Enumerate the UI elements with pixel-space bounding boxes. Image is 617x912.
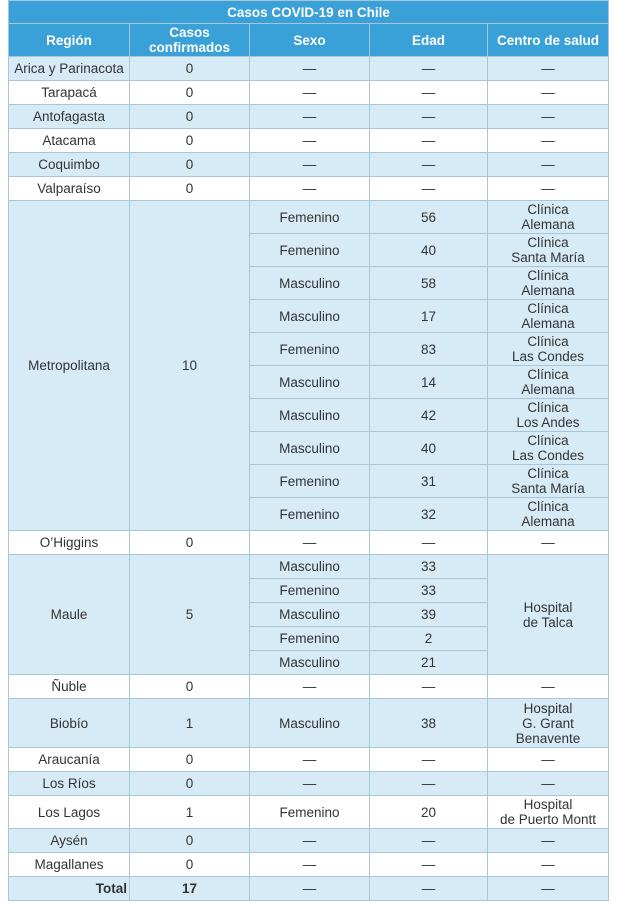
sex-cell: Femenino	[250, 465, 370, 498]
center-line: Benavente	[515, 730, 581, 746]
age-cell: 83	[370, 333, 488, 366]
center-cell: —	[488, 853, 609, 877]
age-cell: 38	[370, 699, 488, 748]
header-cases-line1: Casos	[169, 25, 210, 40]
age-cell: —	[370, 877, 488, 901]
age-cell: —	[370, 748, 488, 772]
region-cell: Metropolitana	[9, 201, 130, 531]
sex-cell: —	[250, 772, 370, 796]
center-line: Los Andes	[516, 415, 580, 430]
cases-cell: 0	[130, 105, 250, 129]
table-row	[9, 201, 609, 234]
region-cell: Valparaíso	[9, 177, 130, 201]
center-cell	[488, 399, 609, 432]
sex-cell: —	[250, 81, 370, 105]
sex-cell: Femenino	[250, 627, 370, 651]
center-cell: —	[488, 675, 609, 699]
sex-cell: —	[250, 531, 370, 555]
table-row	[9, 772, 609, 796]
table-row	[9, 129, 609, 153]
sex-cell: Femenino	[250, 234, 370, 267]
cases-cell: 0	[130, 748, 250, 772]
region-cell: Tarapacá	[9, 81, 130, 105]
center-line: Clínica	[527, 202, 569, 217]
cases-cell: 0	[130, 81, 250, 105]
table-row	[9, 81, 609, 105]
center-line: G. Grant	[522, 715, 574, 731]
center-cell	[488, 333, 609, 366]
cases-cell: 5	[130, 555, 250, 675]
center-line: Clínica	[527, 466, 569, 481]
cases-cell: 0	[130, 177, 250, 201]
table-caption: Casos COVID-19 en Chile	[9, 1, 609, 24]
center-cell	[488, 796, 609, 829]
center-line: Alemana	[521, 514, 575, 529]
center-cell: —	[488, 81, 609, 105]
cases-cell: 0	[130, 675, 250, 699]
center-line: Hospital	[523, 797, 573, 812]
center-line: de Puerto Montt	[499, 812, 597, 827]
center-cell: —	[488, 877, 609, 901]
age-cell: 40	[370, 432, 488, 465]
center-cell: —	[488, 177, 609, 201]
region-cell: Atacama	[9, 129, 130, 153]
age-cell: —	[370, 129, 488, 153]
center-line: Clínica	[527, 433, 569, 448]
age-cell: 14	[370, 366, 488, 399]
region-cell: Coquimbo	[9, 153, 130, 177]
age-cell: —	[370, 531, 488, 555]
total-cases: 17	[130, 877, 250, 901]
center-line: Clínica	[527, 235, 569, 250]
table-row	[9, 57, 609, 81]
center-cell	[488, 498, 609, 531]
sex-cell: Masculino	[250, 399, 370, 432]
region-cell: Araucanía	[9, 748, 130, 772]
header-age: Edad	[370, 24, 488, 57]
age-cell: 33	[370, 555, 488, 579]
age-cell: 21	[370, 651, 488, 675]
age-cell: 17	[370, 300, 488, 333]
header-region: Región	[9, 24, 130, 57]
header-cases	[130, 24, 250, 57]
cases-cell: 1	[130, 699, 250, 748]
cases-cell: 0	[130, 129, 250, 153]
sex-cell: —	[250, 829, 370, 853]
age-cell: 2	[370, 627, 488, 651]
center-line: Alemana	[521, 217, 575, 232]
center-cell: —	[488, 57, 609, 81]
cases-cell: 1	[130, 796, 250, 829]
region-cell: Los Ríos	[9, 772, 130, 796]
center-cell	[488, 201, 609, 234]
center-cell	[488, 432, 609, 465]
center-line: Clínica	[527, 367, 569, 382]
sex-cell: Masculino	[250, 555, 370, 579]
age-cell: 32	[370, 498, 488, 531]
center-line: Clínica	[527, 301, 569, 316]
region-cell: Arica y Parinacota	[9, 57, 130, 81]
region-cell: Antofagasta	[9, 105, 130, 129]
sex-cell: Femenino	[250, 579, 370, 603]
center-line: Las Condes	[511, 448, 585, 463]
age-cell: —	[370, 772, 488, 796]
center-cell	[488, 267, 609, 300]
age-cell: 33	[370, 579, 488, 603]
covid-cases-table	[8, 0, 609, 901]
cases-cell: 0	[130, 153, 250, 177]
table-row	[9, 555, 609, 579]
sex-cell: —	[250, 853, 370, 877]
sex-cell: Femenino	[250, 796, 370, 829]
center-line: Clínica	[527, 499, 569, 514]
sex-cell: Femenino	[250, 333, 370, 366]
sex-cell: Masculino	[250, 432, 370, 465]
table-row	[9, 699, 609, 748]
table-row	[9, 531, 609, 555]
center-line: Hospital	[523, 700, 573, 716]
age-cell: 40	[370, 234, 488, 267]
header-sex: Sexo	[250, 24, 370, 57]
header-center: Centro de salud	[488, 24, 609, 57]
center-cell	[488, 366, 609, 399]
sex-cell: —	[250, 105, 370, 129]
center-cell	[488, 555, 609, 675]
total-row	[9, 877, 609, 901]
sex-cell: —	[250, 877, 370, 901]
sex-cell: Masculino	[250, 300, 370, 333]
cases-cell: 0	[130, 853, 250, 877]
center-line: Alemana	[521, 316, 575, 331]
age-cell: 42	[370, 399, 488, 432]
center-cell: —	[488, 105, 609, 129]
center-cell	[488, 699, 609, 748]
header-cases-line2: confirmados	[148, 40, 230, 55]
table-row	[9, 748, 609, 772]
center-cell: —	[488, 772, 609, 796]
table-row	[9, 153, 609, 177]
center-line: Santa María	[511, 481, 585, 496]
age-cell: —	[370, 105, 488, 129]
total-label: Total	[9, 877, 130, 901]
cases-cell: 0	[130, 531, 250, 555]
region-cell: Ñuble	[9, 675, 130, 699]
age-cell: —	[370, 153, 488, 177]
sex-cell: —	[250, 748, 370, 772]
age-cell: 39	[370, 603, 488, 627]
region-cell: Aysén	[9, 829, 130, 853]
region-cell: Biobío	[9, 699, 130, 748]
age-cell: —	[370, 177, 488, 201]
table-row	[9, 177, 609, 201]
center-cell: —	[488, 829, 609, 853]
center-line: Las Condes	[511, 349, 585, 364]
sex-cell: —	[250, 675, 370, 699]
center-cell	[488, 234, 609, 267]
covid-table-container	[8, 0, 609, 901]
age-cell: —	[370, 853, 488, 877]
sex-cell: —	[250, 129, 370, 153]
center-cell: —	[488, 531, 609, 555]
age-cell: 20	[370, 796, 488, 829]
center-line: de Talca	[522, 614, 574, 630]
center-line: Alemana	[521, 382, 575, 397]
cases-cell: 0	[130, 829, 250, 853]
center-line: Hospital	[523, 599, 573, 615]
center-cell: —	[488, 748, 609, 772]
center-cell: —	[488, 153, 609, 177]
center-line: Clínica	[527, 334, 569, 349]
sex-cell: Femenino	[250, 201, 370, 234]
age-cell: 31	[370, 465, 488, 498]
cases-cell: 0	[130, 57, 250, 81]
region-cell: Maule	[9, 555, 130, 675]
sex-cell: Masculino	[250, 603, 370, 627]
region-cell: Magallanes	[9, 853, 130, 877]
center-line: Santa María	[511, 250, 585, 265]
sex-cell: Femenino	[250, 498, 370, 531]
sex-cell: —	[250, 153, 370, 177]
sex-cell: Masculino	[250, 699, 370, 748]
cases-cell: 0	[130, 772, 250, 796]
center-cell: —	[488, 129, 609, 153]
table-row	[9, 829, 609, 853]
center-line: Alemana	[521, 283, 575, 298]
age-cell: —	[370, 675, 488, 699]
age-cell: —	[370, 829, 488, 853]
sex-cell: Masculino	[250, 267, 370, 300]
center-line: Clínica	[527, 268, 569, 283]
age-cell: 58	[370, 267, 488, 300]
age-cell: —	[370, 57, 488, 81]
center-line: Clínica	[527, 400, 569, 415]
age-cell: —	[370, 81, 488, 105]
center-cell	[488, 465, 609, 498]
region-cell: Los Lagos	[9, 796, 130, 829]
table-row	[9, 105, 609, 129]
age-cell: 56	[370, 201, 488, 234]
sex-cell: Masculino	[250, 651, 370, 675]
sex-cell: —	[250, 57, 370, 81]
table-row	[9, 675, 609, 699]
sex-cell: —	[250, 177, 370, 201]
cases-cell: 10	[130, 201, 250, 531]
sex-cell: Masculino	[250, 366, 370, 399]
table-row	[9, 853, 609, 877]
region-cell: O’Higgins	[9, 531, 130, 555]
table-row	[9, 796, 609, 829]
center-cell	[488, 300, 609, 333]
